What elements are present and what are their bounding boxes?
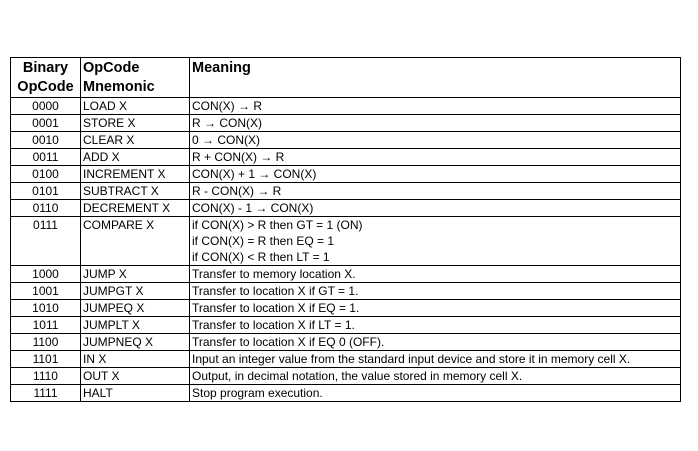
table-row — [11, 217, 681, 266]
meaning-line: if CON(X) = R then EQ = 1 — [192, 234, 335, 248]
meaning-line: Transfer to location X if GT = 1. — [192, 284, 359, 298]
binary-opcode-cell: 1100 — [11, 334, 81, 351]
meaning-cell — [190, 351, 681, 368]
mnemonic-cell: OUT X — [81, 368, 190, 385]
meaning-line: Transfer to location X if EQ = 1. — [192, 301, 360, 315]
meaning-cell — [190, 300, 681, 317]
binary-opcode-cell: 1111 — [11, 385, 81, 402]
mnemonic-cell: COMPARE X — [81, 217, 190, 266]
meaning-cell — [190, 283, 681, 300]
mnemonic-cell: CLEAR X — [81, 132, 190, 149]
table-row — [11, 266, 681, 283]
binary-opcode-cell: 1010 — [11, 300, 81, 317]
meaning-line: Transfer to memory location X. — [192, 267, 356, 281]
meaning-cell — [190, 266, 681, 283]
table-row — [11, 166, 681, 183]
binary-opcode-cell: 0010 — [11, 132, 81, 149]
binary-opcode-cell: 0100 — [11, 166, 81, 183]
binary-opcode-cell: 0111 — [11, 217, 81, 266]
mnemonic-cell: STORE X — [81, 115, 190, 132]
table-row — [11, 98, 681, 115]
opcode-table-header — [11, 58, 681, 98]
header-mnemonic-line-2: Mnemonic — [83, 79, 155, 95]
meaning-line: CON(X) - 1 → CON(X) — [192, 201, 314, 215]
table-row — [11, 368, 681, 385]
binary-opcode-cell: 0110 — [11, 200, 81, 217]
meaning-line: R → CON(X) — [192, 116, 262, 130]
meaning-line: Transfer to location X if EQ 0 (OFF). — [192, 335, 385, 349]
meaning-line: Input an integer value from the standard input device and store it in memory cell X. — [192, 352, 631, 366]
binary-opcode-cell: 1000 — [11, 266, 81, 283]
binary-opcode-cell: 1110 — [11, 368, 81, 385]
header-row — [11, 58, 681, 98]
table-row — [11, 132, 681, 149]
meaning-line: R - CON(X) → R — [192, 184, 282, 198]
header-mnemonic-line-1: OpCode — [83, 60, 140, 76]
table-row — [11, 300, 681, 317]
meaning-line: Stop program execution. — [192, 386, 323, 400]
header-binary-line-1: Binary — [22, 60, 69, 76]
meaning-cell — [190, 334, 681, 351]
table-row — [11, 149, 681, 166]
meaning-cell — [190, 217, 681, 266]
mnemonic-cell: JUMPLT X — [81, 317, 190, 334]
meaning-cell — [190, 368, 681, 385]
meaning-line: Transfer to location X if LT = 1. — [192, 318, 355, 332]
meaning-line: Output, in decimal notation, the value stored in memory cell X. — [192, 369, 523, 383]
binary-opcode-cell: 0000 — [11, 98, 81, 115]
meaning-cell — [190, 183, 681, 200]
table-row — [11, 317, 681, 334]
mnemonic-cell: ADD X — [81, 149, 190, 166]
meaning-line: CON(X) + 1 → CON(X) — [192, 167, 317, 181]
header-binary-line-2: OpCode — [17, 79, 74, 95]
binary-opcode-cell: 1001 — [11, 283, 81, 300]
binary-opcode-cell: 0011 — [11, 149, 81, 166]
table-row — [11, 385, 681, 402]
table-row — [11, 183, 681, 200]
meaning-cell — [190, 132, 681, 149]
table-row — [11, 283, 681, 300]
meaning-line: CON(X) → R — [192, 99, 262, 113]
meaning-cell — [190, 98, 681, 115]
mnemonic-cell: JUMPGT X — [81, 283, 190, 300]
mnemonic-cell: HALT — [81, 385, 190, 402]
header-binary-opcode — [11, 58, 81, 98]
mnemonic-cell: JUMP X — [81, 266, 190, 283]
mnemonic-cell: JUMPNEQ X — [81, 334, 190, 351]
meaning-cell — [190, 200, 681, 217]
mnemonic-cell: LOAD X — [81, 98, 190, 115]
mnemonic-cell: DECREMENT X — [81, 200, 190, 217]
opcode-table — [10, 57, 681, 402]
meaning-line: if CON(X) > R then GT = 1 (ON) — [192, 218, 363, 232]
table-row — [11, 334, 681, 351]
binary-opcode-cell: 0001 — [11, 115, 81, 132]
meaning-line: 0 → CON(X) — [192, 133, 261, 147]
meaning-cell — [190, 166, 681, 183]
header-meaning — [190, 58, 681, 98]
meaning-cell — [190, 115, 681, 132]
binary-opcode-cell: 1011 — [11, 317, 81, 334]
opcode-table-body — [11, 98, 681, 402]
binary-opcode-cell: 0101 — [11, 183, 81, 200]
meaning-cell — [190, 149, 681, 166]
meaning-line: if CON(X) < R then LT = 1 — [192, 250, 330, 264]
mnemonic-cell: IN X — [81, 351, 190, 368]
binary-opcode-cell: 1101 — [11, 351, 81, 368]
header-meaning-line-1: Meaning — [192, 60, 251, 76]
table-row — [11, 115, 681, 132]
table-row — [11, 351, 681, 368]
meaning-line: R + CON(X) → R — [192, 150, 285, 164]
table-row — [11, 200, 681, 217]
meaning-cell — [190, 317, 681, 334]
mnemonic-cell: INCREMENT X — [81, 166, 190, 183]
mnemonic-cell: JUMPEQ X — [81, 300, 190, 317]
mnemonic-cell: SUBTRACT X — [81, 183, 190, 200]
header-opcode-mnemonic — [81, 58, 190, 98]
meaning-cell — [190, 385, 681, 402]
